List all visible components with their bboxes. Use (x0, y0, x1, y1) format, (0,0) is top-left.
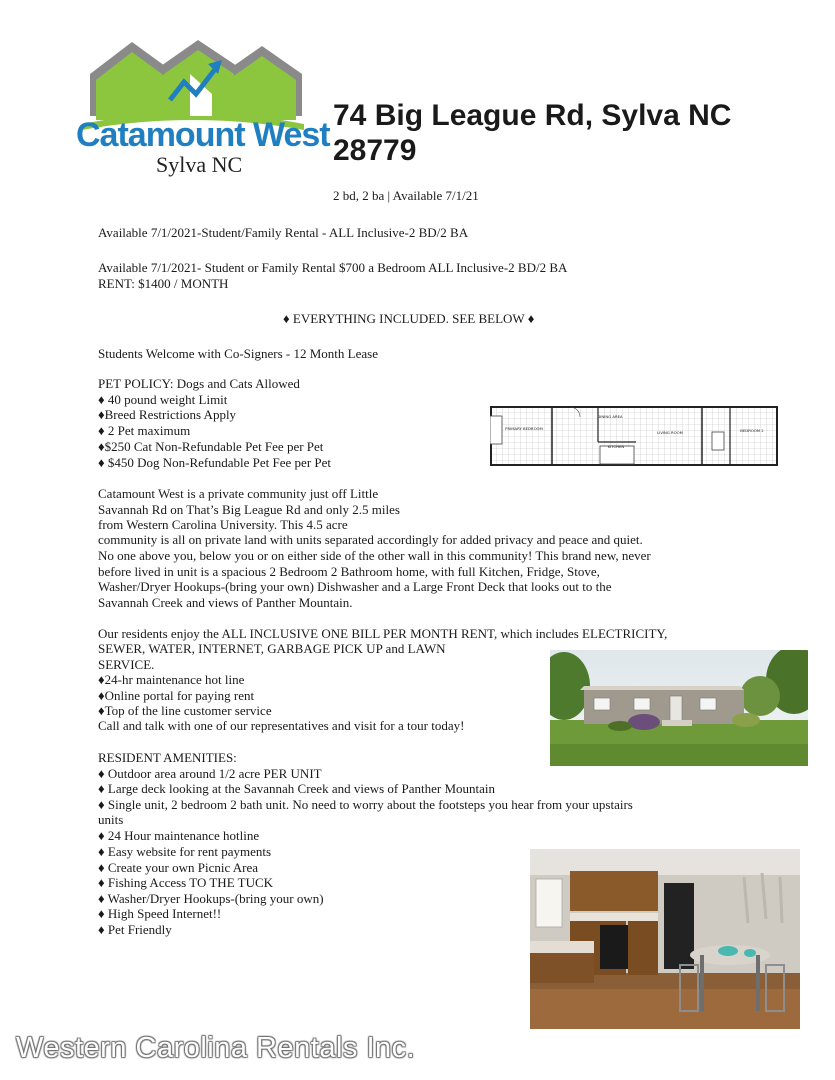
description-line: community is all on private land with units separated accordingly for added privacy and peace and quiet. (98, 532, 643, 547)
amenity-item: ♦ Large deck looking at the Savannah Creek and views of Panther Mountain (98, 781, 496, 796)
resident-line: SEWER, WATER, INTERNET, GARBAGE PICK UP and LAWN (98, 641, 446, 656)
description-line: Catamount West is a private community just off Little (98, 486, 379, 501)
pet-policy-item: ♦ 2 Pet maximum (98, 423, 191, 438)
amenity-item: ♦ Outdoor area around 1/2 acre PER UNIT (98, 766, 322, 781)
kitchen-photo (530, 849, 800, 1029)
floor-plan-room-label: DINING AREA (597, 414, 623, 419)
resident-line: ♦Online portal for paying rent (98, 688, 255, 703)
logo-location: Sylva NC (156, 152, 243, 177)
pet-policy-item: ♦$250 Cat Non-Refundable Pet Fee per Pet (98, 439, 324, 454)
amenity-item: ♦ Single unit, 2 bedroom 2 bath unit. No need to worry about the footsteps you hear from your upstairs (98, 797, 633, 812)
floor-plan-room-label: LIVING ROOM (657, 430, 683, 435)
description-line: Savannah Creek and views of Panther Mountain. (98, 595, 353, 610)
description-line: Washer/Dryer Hookups-(bring your own) Dishwasher and a Large Front Deck that looks out to the (98, 579, 612, 594)
amenity-item: ♦ Easy website for rent payments (98, 844, 272, 859)
description-line: Savannah Rd on That’s Big League Rd and only 2.5 miles (98, 502, 400, 517)
floor-plan-room-label: PRIMARY BEDROOM (505, 426, 543, 431)
floor-plan-image (490, 406, 778, 466)
students-line: Students Welcome with Co-Signers - 12 Month Lease (98, 346, 378, 361)
amenity-item: ♦ Fishing Access TO THE TUCK (98, 875, 274, 890)
floor-plan-room-label: KITCHEN (607, 444, 625, 449)
description-line: before lived in unit is a spacious 2 Bedroom 2 Bathroom home, with full Kitchen, Fridge, Stove, (98, 564, 600, 579)
listing-subtitle: 2 bd, 2 ba | Available 7/1/21 (333, 188, 479, 203)
rent-line: RENT: $1400 / MONTH (98, 276, 229, 291)
pet-policy-item: ♦Breed Restrictions Apply (98, 407, 237, 422)
pet-policy-title: PET POLICY: Dogs and Cats Allowed (98, 376, 300, 391)
amenity-item: units (98, 812, 124, 827)
resident-line: ♦Top of the line customer service (98, 703, 272, 718)
pet-policy-item: ♦ $450 Dog Non-Refundable Pet Fee per Pet (98, 455, 332, 470)
pet-policy-item: ♦ 40 pound weight Limit (98, 392, 228, 407)
amenity-item: ♦ High Speed Internet!! (98, 906, 222, 921)
watermark: Western Carolina Rentals Inc. (16, 1032, 416, 1064)
everything-included-line: ♦ EVERYTHING INCLUDED. SEE BELOW ♦ (283, 311, 535, 326)
availability-line: Available 7/1/2021-Student/Family Rental - ALL Inclusive-2 BD/2 BA (98, 225, 469, 240)
floor-plan-room-label: BEDROOM 2 (740, 428, 764, 433)
listing-title: 74 Big League Rd, Sylva NC 28779 (333, 99, 732, 167)
description-line: from Western Carolina University. This 4.5 acre (98, 517, 348, 532)
availability-detail-line: Available 7/1/2021- Student or Family Rental $700 a Bedroom ALL Inclusive-2 BD/2 BA (98, 260, 568, 275)
amenity-item: ♦ Pet Friendly (98, 922, 172, 937)
amenity-item: ♦ 24 Hour maintenance hotline (98, 828, 260, 843)
description-line: No one above you, below you or on either side of the other wall in this community! This brand new, never (98, 548, 651, 563)
resident-line: Our residents enjoy the ALL INCLUSIVE ONE BILL PER MONTH RENT, which includes ELECTRICITY, (98, 626, 668, 641)
amenities-title: RESIDENT AMENITIES: (98, 750, 237, 765)
amenity-item: ♦ Washer/Dryer Hookups-(bring your own) (98, 891, 324, 906)
resident-line: Call and talk with one of our representatives and visit for a tour today! (98, 718, 465, 733)
logo-name: Catamount West (76, 116, 330, 154)
exterior-photo (550, 650, 808, 766)
resident-line: ♦24-hr maintenance hot line (98, 672, 245, 687)
resident-line: SERVICE. (98, 657, 155, 672)
amenity-item: ♦ Create your own Picnic Area (98, 860, 259, 875)
